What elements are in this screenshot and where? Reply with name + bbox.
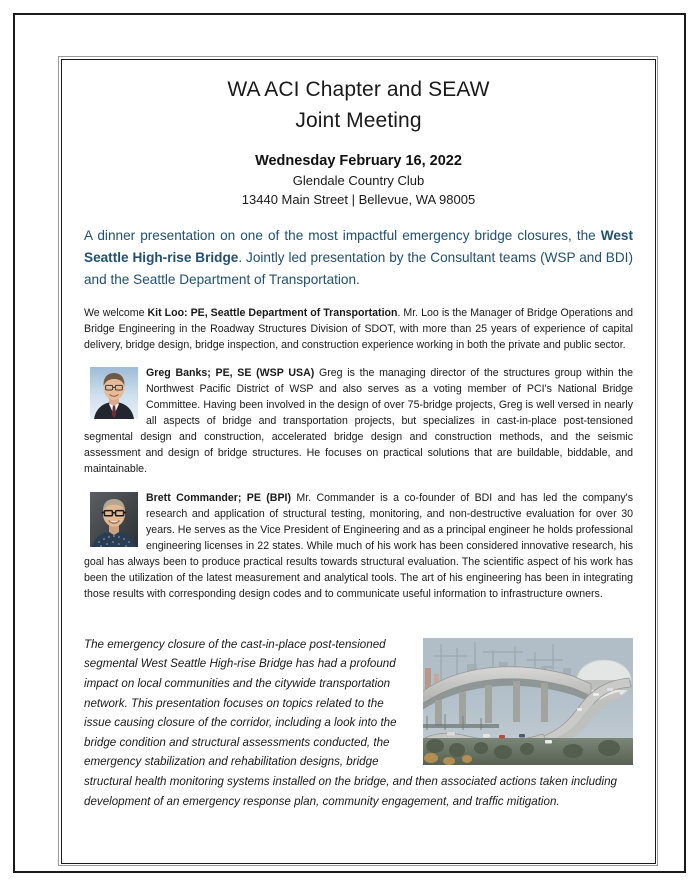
speaker-bio-greg-banks	[84, 365, 633, 478]
page-title	[84, 74, 633, 136]
closing-description	[84, 635, 633, 811]
event-date: Wednesday February 16, 2022	[255, 153, 462, 169]
lede-part-2: . Jointly led presentation by the Consultant teams (WSP and BDI) and the Seattle Department of Transportation.	[84, 250, 633, 287]
bridge-photo	[423, 638, 633, 765]
title-line-1: WA ACI Chapter and SEAW	[227, 78, 490, 101]
venue-address: 13440 Main Street | Bellevue, WA 98005	[241, 192, 476, 207]
speaker-name-kit-loo: Kit Loo: PE, Seattle Department of Transportation	[147, 306, 398, 319]
speaker-intro-kit-loo: We welcome	[84, 306, 148, 319]
flyer-content	[62, 60, 655, 863]
speaker-bio-text-brett-commander: Mr. Commander is a co-founder of BDI and has led the company's research and application of structural testing, monitoring, and non-destructive evaluation for over 30 years. He serves as the Vice President of Engineering and as a principal engineer he holds professional engineering licenses in 22 states. While much of his work has been considered innovative research, his goal has always been to produce practical results towards structural evaluation. The scientific aspect of his work has been the utilization of the latest measurement and analytical tools. The art of his engineering has been in integrating those results with corresponding design codes and to communicate useful information to infrastructure owners.	[84, 491, 633, 601]
speaker-headshot-brett-commander	[90, 492, 138, 547]
title-line-2: Joint Meeting	[295, 109, 422, 132]
page-outer-border	[13, 13, 686, 873]
closing-text: The emergency closure of the cast-in-place post-tensioned segmental West Seattle High-rise Bridge has had a profound impact on local communities and the citywide transportation network. This presentation focuses on topics related to the issue causing closure of the corridor, including a look into the bridge condition and structural assessments conducted, the emergency stabilization and rehabilitation designs, bridge structural health monitoring systems installed on the bridge, and then associated actions taken including development of an emergency response plan, community engagement, and traffic mitigation.	[84, 637, 617, 808]
speaker-bio-brett-commander	[84, 490, 633, 603]
lede-part-1: A dinner presentation on one of the most impactful emergency bridge closures, the	[84, 228, 601, 243]
speaker-headshot-greg-banks	[90, 367, 138, 419]
speaker-bio-text-kit-loo: . Mr. Loo is the Manager of Bridge Operations and Bridge Engineering in the Roadway Structures Division of SDOT, with more than 25 years of experience of capital delivery, bridge design, bridge inspection, and construction experience working in both the private and public sector.	[84, 306, 633, 351]
speaker-name-brett-commander: Brett Commander; PE (BPI)	[146, 491, 291, 504]
presentation-summary	[84, 225, 633, 291]
venue-name: Glendale Country Club	[292, 173, 425, 188]
flyer-content-frame	[61, 59, 656, 864]
speaker-bio-text-greg-banks: Greg is the managing director of the structures group within the Northwest Pacific District of WSP and also serves as a voting member of PCI's National Bridge Committee. Having been involved in the design of over 75-bridge projects, Greg is well versed in nearly all aspects of bridge and transportation projects, but specializes in cast-in-place post-tensioned segmental design and construction, accelerated bridge design and construction methods, and the seismic assessment and design of bridge structures. He focuses on practical solutions that are buildable, biddable, and maintainable.	[84, 366, 633, 476]
speaker-name-greg-banks: Greg Banks; PE, SE (WSP USA)	[146, 366, 315, 379]
lede-bridge-name: West Seattle High-rise Bridge	[84, 228, 633, 265]
speaker-bio-kit-loo	[84, 305, 633, 353]
